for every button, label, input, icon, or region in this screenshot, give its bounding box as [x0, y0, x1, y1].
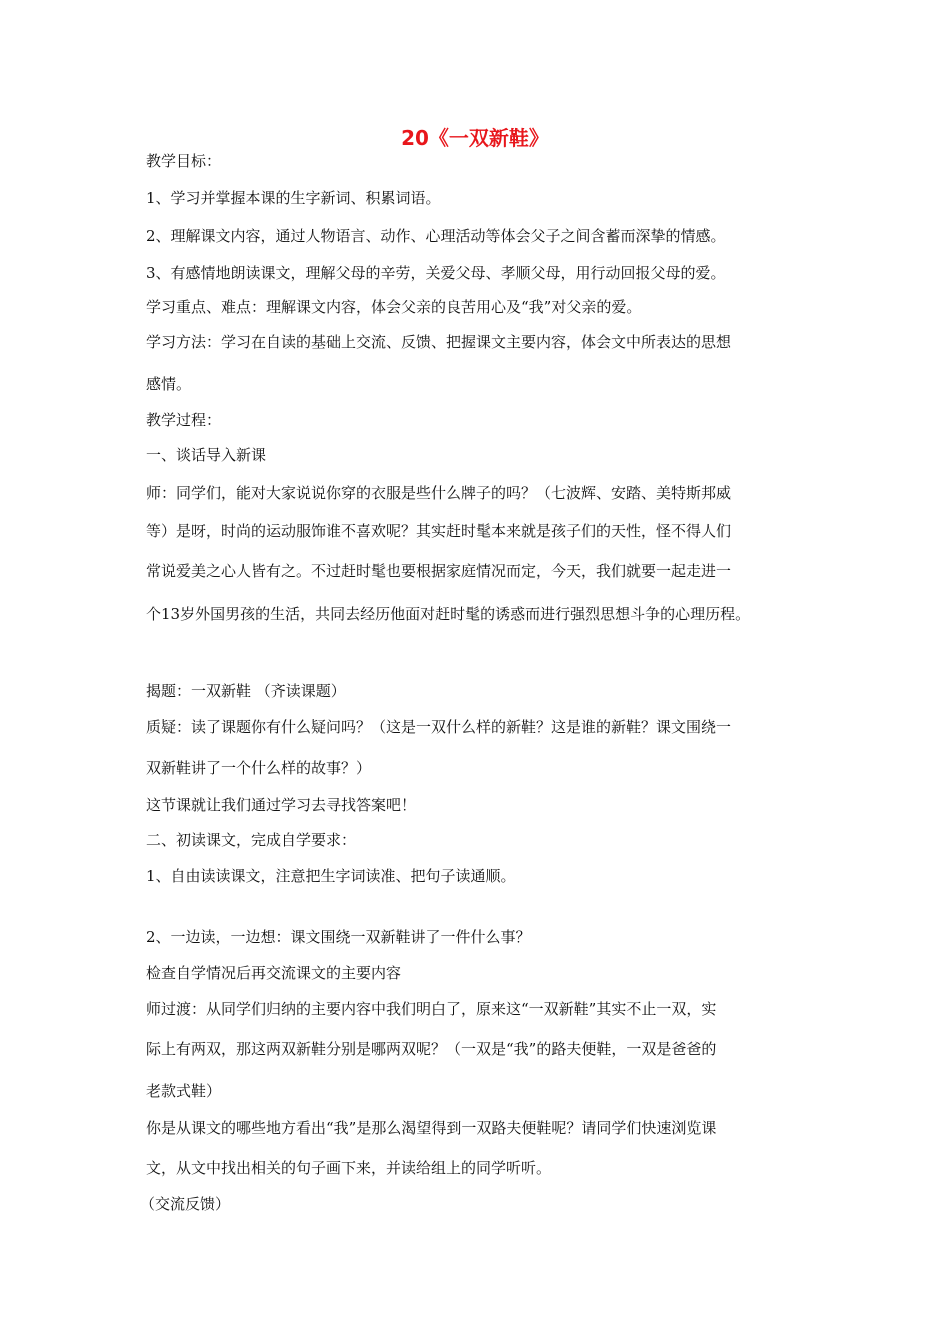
objective-item-1: 1、学习并掌握本课的生字新词、积累词语。 — [146, 189, 441, 207]
prompt-line-2: 文，从文中找出相关的句子画下来，并读给组上的同学听听。 — [146, 1159, 552, 1177]
prompt-line-1: 你是从课文的哪些地方看出“我”是那么渴望得到一双路夫便鞋呢？请同学们快速浏览课 — [146, 1119, 717, 1137]
method-text-line-1: 学习方法：学习在自读的基础上交流、反馈、把握课文主要内容，体会文中所表达的思想 — [146, 333, 732, 351]
objective-item-2: 2、理解课文内容，通过人物语言、动作、心理活动等体会父子之间含蓄而深挚的情感。 — [146, 227, 726, 245]
paragraph-line: 等）是呀，时尚的运动服饰谁不喜欢呢？其实赶时髦本来就是孩子们的天性，怪不得人们 — [146, 522, 732, 540]
document-title: 20《一双新鞋》 — [401, 126, 549, 150]
section-heading-objectives: 教学目标： — [146, 152, 222, 170]
step-heading-1: 一、谈话导入新课 — [146, 446, 267, 464]
feedback-note: （交流反馈） — [140, 1195, 231, 1213]
reading-task-1: 1、自由读读课文，注意把生字词读准、把句子读通顺。 — [146, 867, 516, 885]
paragraph-line: 师：同学们，能对大家说说你穿的衣服是些什么牌子的吗？（七波辉、安踏、美特斯邦威 — [146, 484, 732, 502]
section-heading-process: 教学过程： — [146, 411, 222, 429]
check-text: 检查自学情况后再交流课文的主要内容 — [146, 964, 402, 982]
reading-task-2: 2、一边读，一边想：课文围绕一双新鞋讲了一件什么事？ — [146, 928, 531, 946]
method-text-line-2: 感情。 — [146, 375, 192, 393]
objective-item-3: 3、有感情地朗读课文，理解父母的辛劳，关爱父母、孝顺父母，用行动回报父母的爱。 — [146, 264, 726, 282]
question-line-1: 质疑：读了课题你有什么疑问吗？（这是一双什么样的新鞋？这是谁的新鞋？课文围绕一 — [146, 718, 732, 736]
transition-text: 这节课就让我们通过学习去寻找答案吧！ — [146, 796, 417, 814]
key-points-text: 学习重点、难点：理解课文内容，体会父亲的良苦用心及“我”对父亲的爱。 — [146, 298, 642, 316]
topic-reveal-text: 揭题：一双新鞋 （齐读课题） — [146, 682, 346, 700]
teacher-transition-line-3: 老款式鞋） — [146, 1082, 222, 1100]
question-line-2: 双新鞋讲了一个什么样的故事？） — [146, 759, 372, 777]
paragraph-line: 常说爱美之心人皆有之。不过赶时髦也要根据家庭情况而定，今天，我们就要一起走进一 — [146, 562, 732, 580]
step-heading-2: 二、初读课文，完成自学要求： — [146, 831, 357, 849]
teacher-transition-line-2: 际上有两双，那这两双新鞋分别是哪两双呢？（一双是“我”的路夫便鞋，一双是爸爸的 — [146, 1040, 717, 1058]
paragraph-line: 个13岁外国男孩的生活，共同去经历他面对赶时髦的诱惑而进行强烈思想斗争的心理历程。 — [146, 605, 751, 623]
teacher-transition-line-1: 师过渡：从同学们归纳的主要内容中我们明白了，原来这“一双新鞋”其实不止一双，实 — [146, 1000, 717, 1018]
